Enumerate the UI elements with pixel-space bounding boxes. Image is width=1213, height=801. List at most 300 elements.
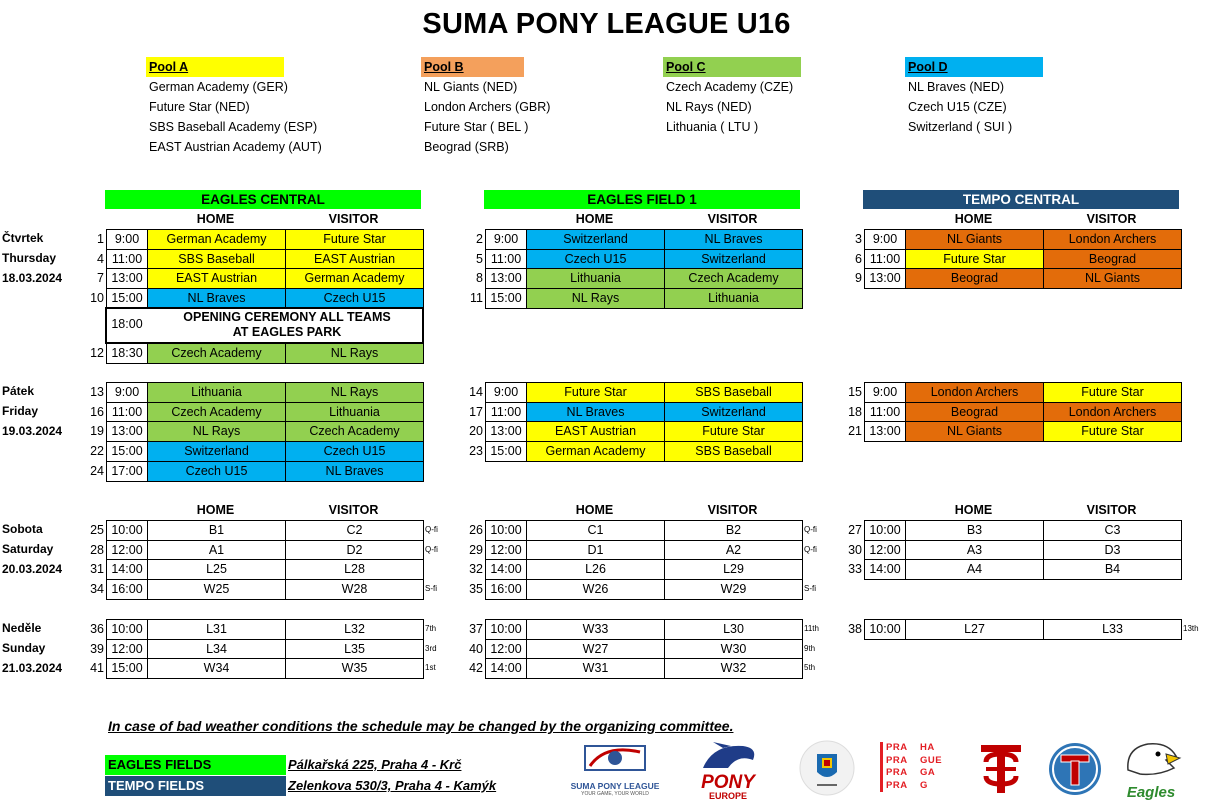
home-team: B1 <box>147 520 286 541</box>
visitor-team: Switzerland <box>664 402 803 423</box>
visitor-team: SBS Baseball <box>664 382 803 403</box>
game-row <box>82 402 462 422</box>
game-time: 9:00 <box>864 229 906 250</box>
game-time: 15:00 <box>485 441 527 462</box>
game-row <box>461 639 841 659</box>
game-time: 11:00 <box>864 402 906 423</box>
home-team: W31 <box>526 658 665 679</box>
round-note: 11th <box>804 624 819 633</box>
visitor-header: VISITOR <box>1086 503 1137 517</box>
game-number: 23 <box>469 444 483 459</box>
praha-text: PRA <box>886 754 908 766</box>
game-row <box>82 421 462 441</box>
pool-header: Pool D <box>905 57 1043 77</box>
visitor-team: D3 <box>1043 540 1182 561</box>
game-number: 30 <box>848 542 862 557</box>
game-time: 13:00 <box>106 268 148 289</box>
game-row <box>461 658 841 678</box>
praha-logo <box>880 742 948 796</box>
pool-team: EAST Austrian Academy (AUT) <box>149 140 322 154</box>
pool-header: Pool B <box>421 57 524 77</box>
game-row <box>840 421 1213 441</box>
game-time: 13:00 <box>106 421 148 442</box>
visitor-team: L32 <box>285 619 424 640</box>
day-label <box>2 228 62 288</box>
game-number: 14 <box>469 385 483 399</box>
visitor-team: C3 <box>1043 520 1182 541</box>
game-number: 40 <box>469 641 483 656</box>
game-number: 33 <box>848 562 862 577</box>
game-time: 11:00 <box>485 402 527 423</box>
home-team: Czech U15 <box>526 249 665 270</box>
home-team: NL Giants <box>905 421 1044 442</box>
tempo-club-logo <box>978 742 1024 796</box>
day-line: Saturday <box>2 542 54 556</box>
game-time: 11:00 <box>106 249 148 270</box>
field-header: EAGLES FIELD 1 <box>484 190 800 209</box>
game-number: 16 <box>90 404 104 419</box>
visitor-team: Lithuania <box>285 402 424 423</box>
home-team: German Academy <box>526 441 665 462</box>
home-team: L26 <box>526 559 665 580</box>
round-note: 3rd <box>425 643 437 653</box>
pool-team: Czech U15 (CZE) <box>908 100 1007 114</box>
round-note: 5th <box>804 663 816 673</box>
visitor-team: Czech Academy <box>285 421 424 442</box>
game-number: 9 <box>855 271 862 286</box>
game-time: 15:00 <box>106 441 148 462</box>
home-team: Czech Academy <box>147 402 286 423</box>
game-row <box>461 229 841 249</box>
venue-eagles-address: Pálkařská 225, Praha 4 - Krč <box>288 757 462 772</box>
game-time: 12:00 <box>106 540 148 561</box>
round-note: Q-fi <box>804 544 817 554</box>
home-team: NL Braves <box>526 402 665 423</box>
prague4-district-logo <box>795 740 859 796</box>
visitor-team: W30 <box>664 639 803 660</box>
visitor-team: D2 <box>285 540 424 561</box>
visitor-team: B4 <box>1043 559 1182 580</box>
home-team: NL Rays <box>526 288 665 309</box>
pool-a <box>146 57 322 157</box>
game-time: 10:00 <box>485 520 527 541</box>
tempo-monogram-icon <box>978 742 1024 796</box>
pool-team: Beograd (SRB) <box>424 140 509 154</box>
eagle-head-icon <box>1118 740 1184 780</box>
game-row <box>840 520 1213 540</box>
game-time: 11:00 <box>106 402 148 423</box>
home-team: W27 <box>526 639 665 660</box>
game-number: 21 <box>848 424 862 439</box>
game-row <box>461 441 841 461</box>
game-number: 10 <box>90 291 104 306</box>
game-time: 16:00 <box>485 579 527 600</box>
t-badge-icon <box>1046 742 1104 796</box>
venue-eagles-label: EAGLES FIELDS <box>105 755 286 775</box>
day-line: 18.03.2024 <box>2 271 63 285</box>
district-crest-icon <box>795 740 859 796</box>
pony-europe-logo: PONY EUROPE <box>683 742 773 798</box>
game-time: 12:00 <box>485 540 527 561</box>
game-number: 27 <box>848 523 862 537</box>
day-line: Thursday <box>2 251 57 265</box>
game-time: 13:00 <box>864 421 906 442</box>
day-line: 20.03.2024 <box>2 562 63 576</box>
praha-text: PRA <box>886 779 908 791</box>
pool-team: Future Star (NED) <box>149 100 250 114</box>
game-number: 6 <box>855 251 862 266</box>
pool-team: Lithuania ( LTU ) <box>666 120 759 134</box>
game-row <box>82 658 462 678</box>
day-line: 21.03.2024 <box>2 661 63 675</box>
home-team: SBS Baseball <box>147 249 286 270</box>
tempo-t-logo <box>1046 742 1104 796</box>
game-time: 9:00 <box>485 382 527 403</box>
home-team: D1 <box>526 540 665 561</box>
game-row <box>82 619 462 639</box>
game-time: 9:00 <box>106 382 148 403</box>
game-time: 10:00 <box>106 619 148 640</box>
game-row <box>461 249 841 269</box>
game-time: 14:00 <box>485 658 527 679</box>
home-team: EAST Austrian <box>147 268 286 289</box>
home-team: W33 <box>526 619 665 640</box>
home-team: C1 <box>526 520 665 541</box>
game-row <box>82 579 462 599</box>
praha-text: PRA <box>886 767 908 778</box>
visitor-team: L33 <box>1043 619 1182 640</box>
praha-text: GA <box>920 767 936 778</box>
page-title: SUMA PONY LEAGUE U16 <box>422 8 791 40</box>
visitor-team: Czech U15 <box>285 441 424 462</box>
game-time: 18:30 <box>106 343 148 364</box>
game-number: 11 <box>470 291 483 306</box>
visitor-team: L29 <box>664 559 803 580</box>
pool-team: SBS Baseball Academy (ESP) <box>149 120 318 134</box>
game-number: 1 <box>97 232 104 246</box>
game-time: 10:00 <box>864 619 906 640</box>
home-team: Switzerland <box>526 229 665 250</box>
home-team: L34 <box>147 639 286 660</box>
game-number: 42 <box>469 661 483 676</box>
visitor-header: VISITOR <box>707 503 758 517</box>
pool-team: Switzerland ( SUI ) <box>908 120 1013 134</box>
home-team: NL Giants <box>905 229 1044 250</box>
pool-team: NL Rays (NED) <box>666 100 752 114</box>
day-line: Sunday <box>2 641 46 655</box>
game-time: 16:00 <box>106 579 148 600</box>
game-time: 15:00 <box>106 658 148 679</box>
game-time: 13:00 <box>864 268 906 289</box>
visitor-team: W29 <box>664 579 803 600</box>
home-team: W26 <box>526 579 665 600</box>
field-header: EAGLES CENTRAL <box>105 190 421 209</box>
ceremony-text <box>152 310 422 340</box>
home-team: B3 <box>905 520 1044 541</box>
game-time: 9:00 <box>485 229 527 250</box>
home-team: A3 <box>905 540 1044 561</box>
game-row <box>82 229 462 249</box>
game-number: 25 <box>90 523 104 537</box>
game-time: 14:00 <box>864 559 906 580</box>
venue-tempo-label: TEMPO FIELDS <box>105 776 286 796</box>
day-line: Friday <box>2 404 39 418</box>
game-row <box>82 382 462 402</box>
game-number: 19 <box>90 424 104 439</box>
visitor-team: Future Star <box>1043 382 1182 403</box>
game-number: 28 <box>90 542 104 557</box>
home-team: L31 <box>147 619 286 640</box>
round-note: 7th <box>425 624 437 633</box>
day-label <box>2 519 62 579</box>
visitor-team: German Academy <box>285 268 424 289</box>
day-line: 19.03.2024 <box>2 424 63 438</box>
home-team: Beograd <box>905 402 1044 423</box>
day-line: Pátek <box>2 384 35 398</box>
game-number: 38 <box>848 622 862 636</box>
game-row <box>461 619 841 639</box>
weather-note: In case of bad weather conditions the schedule may be changed by the organizing committee. <box>108 718 734 734</box>
suma-logo-icon <box>560 742 670 776</box>
pool-b <box>421 57 550 157</box>
game-number: 8 <box>476 271 483 286</box>
game-row <box>82 520 462 540</box>
day-label <box>2 618 62 678</box>
visitor-team: Czech U15 <box>285 288 424 309</box>
home-header: HOME <box>954 503 993 517</box>
game-row <box>840 402 1213 422</box>
round-note: 1st <box>425 663 436 673</box>
game-time: 12:00 <box>106 639 148 660</box>
game-row <box>82 343 462 363</box>
game-number: 26 <box>469 523 483 537</box>
game-row <box>82 559 462 579</box>
home-team: W34 <box>147 658 286 679</box>
visitor-team: EAST Austrian <box>285 249 424 270</box>
game-row <box>82 639 462 659</box>
visitor-team: NL Giants <box>1043 268 1182 289</box>
game-row <box>840 559 1213 579</box>
game-time: 15:00 <box>485 288 527 309</box>
visitor-team: C2 <box>285 520 424 541</box>
visitor-team: W35 <box>285 658 424 679</box>
ceremony-line: OPENING CEREMONY ALL TEAMS <box>183 310 391 324</box>
home-team: NL Rays <box>147 421 286 442</box>
home-team: A4 <box>905 559 1044 580</box>
praha-text: HA <box>920 742 935 753</box>
round-note: Q-fi <box>425 525 438 534</box>
game-row <box>461 559 841 579</box>
suma-pony-league-logo: SUMA PONY LEAGUE YOUR GAME, YOUR WORLD <box>560 742 670 798</box>
game-number: 12 <box>90 346 104 360</box>
home-team: A1 <box>147 540 286 561</box>
home-header: HOME <box>575 503 614 517</box>
game-row <box>461 288 841 308</box>
day-line: Sobota <box>2 522 43 536</box>
visitor-team: W32 <box>664 658 803 679</box>
round-note: S-fi <box>804 584 816 594</box>
round-note: Q-fi <box>425 544 438 554</box>
pool-d <box>905 57 1043 137</box>
visitor-team: Switzerland <box>664 249 803 270</box>
visitor-team: L30 <box>664 619 803 640</box>
game-row <box>840 229 1213 249</box>
game-row <box>82 268 462 288</box>
game-time: 12:00 <box>485 639 527 660</box>
ceremony-time: 18:00 <box>111 317 143 331</box>
visitor-team: A2 <box>664 540 803 561</box>
home-team: L25 <box>147 559 286 580</box>
game-number: 15 <box>848 385 862 399</box>
game-row <box>82 461 462 481</box>
visitor-team: L35 <box>285 639 424 660</box>
pool-team: Future Star ( BEL ) <box>424 120 529 134</box>
praha-text: PRA <box>886 742 908 753</box>
game-number: 7 <box>97 271 104 286</box>
home-team: Switzerland <box>147 441 286 462</box>
visitor-header: VISITOR <box>328 503 379 517</box>
day-line: Neděle <box>2 621 42 635</box>
game-number: 22 <box>90 444 104 459</box>
home-team: Lithuania <box>526 268 665 289</box>
home-team: L27 <box>905 619 1044 640</box>
visitor-team: London Archers <box>1043 402 1182 423</box>
horse-icon <box>683 742 773 770</box>
game-number: 32 <box>469 562 483 577</box>
game-row <box>840 382 1213 402</box>
visitor-team: NL Rays <box>285 343 424 364</box>
game-row <box>840 619 1213 639</box>
game-row <box>82 540 462 560</box>
visitor-team: London Archers <box>1043 229 1182 250</box>
game-time: 11:00 <box>485 249 527 270</box>
home-team: NL Braves <box>147 288 286 309</box>
game-time: 15:00 <box>106 288 148 309</box>
home-header: HOME <box>954 212 993 226</box>
round-note: 13th <box>1183 624 1199 633</box>
game-number: 5 <box>476 251 483 266</box>
game-number: 37 <box>469 622 483 636</box>
home-team: Czech Academy <box>147 343 286 364</box>
game-time: 14:00 <box>485 559 527 580</box>
game-number: 31 <box>90 562 104 577</box>
game-row <box>840 540 1213 560</box>
game-number: 36 <box>90 622 104 636</box>
pool-c <box>663 57 801 137</box>
visitor-team: NL Braves <box>664 229 803 250</box>
visitor-team: L28 <box>285 559 424 580</box>
game-row <box>461 579 841 599</box>
game-number: 29 <box>469 542 483 557</box>
game-row <box>461 402 841 422</box>
game-row <box>82 288 462 308</box>
game-time: 17:00 <box>106 461 148 482</box>
pool-team: NL Braves (NED) <box>908 80 1005 94</box>
visitor-team: Beograd <box>1043 249 1182 270</box>
round-note: S-fi <box>425 584 437 594</box>
home-team: German Academy <box>147 229 286 250</box>
game-row <box>840 249 1213 269</box>
game-time: 14:00 <box>106 559 148 580</box>
game-time: 10:00 <box>485 619 527 640</box>
visitor-team: NL Rays <box>285 382 424 403</box>
game-number: 39 <box>90 641 104 656</box>
home-team: Future Star <box>905 249 1044 270</box>
visitor-team: B2 <box>664 520 803 541</box>
game-row <box>461 268 841 288</box>
visitor-team: SBS Baseball <box>664 441 803 462</box>
visitor-team: Czech Academy <box>664 268 803 289</box>
game-time: 13:00 <box>485 421 527 442</box>
pool-header: Pool A <box>146 57 284 77</box>
round-note: 9th <box>804 643 816 653</box>
visitor-team: Future Star <box>285 229 424 250</box>
pool-team: London Archers (GBR) <box>424 100 551 114</box>
game-time: 10:00 <box>106 520 148 541</box>
game-time: 9:00 <box>106 229 148 250</box>
field-header: TEMPO CENTRAL <box>863 190 1179 209</box>
game-row <box>461 421 841 441</box>
game-time: 9:00 <box>864 382 906 403</box>
opening-ceremony-box <box>105 307 424 344</box>
game-row <box>461 520 841 540</box>
game-number: 2 <box>476 232 483 246</box>
home-header: HOME <box>196 212 235 226</box>
game-number: 24 <box>90 463 104 478</box>
home-team: London Archers <box>905 382 1044 403</box>
game-row <box>461 540 841 560</box>
game-row <box>461 382 841 402</box>
game-number: 18 <box>848 404 862 419</box>
game-number: 20 <box>469 424 483 439</box>
home-team: EAST Austrian <box>526 421 665 442</box>
game-number: 41 <box>90 661 104 676</box>
day-line: Čtvrtek <box>2 231 44 245</box>
game-number: 13 <box>90 385 104 399</box>
visitor-header: VISITOR <box>328 212 379 226</box>
eagles-logo: Eagles <box>1118 740 1184 798</box>
game-time: 13:00 <box>485 268 527 289</box>
pool-team: NL Giants (NED) <box>424 80 518 94</box>
visitor-team: Future Star <box>1043 421 1182 442</box>
day-label <box>2 381 62 441</box>
game-number: 17 <box>469 404 483 419</box>
game-number: 3 <box>855 232 862 246</box>
pool-team: Czech Academy (CZE) <box>666 80 794 94</box>
home-team: Future Star <box>526 382 665 403</box>
visitor-team: Lithuania <box>664 288 803 309</box>
praha-text: GUE <box>920 754 943 766</box>
home-team: Beograd <box>905 268 1044 289</box>
home-team: Lithuania <box>147 382 286 403</box>
game-time: 12:00 <box>864 540 906 561</box>
home-header: HOME <box>575 212 614 226</box>
home-team: W25 <box>147 579 286 600</box>
venue-tempo-address: Zelenkova 530/3, Praha 4 - Kamýk <box>288 778 497 793</box>
game-row <box>82 441 462 461</box>
praha-text: G <box>920 779 928 791</box>
game-time: 11:00 <box>864 249 906 270</box>
home-team: Czech U15 <box>147 461 286 482</box>
game-number: 34 <box>90 582 104 597</box>
game-number: 4 <box>97 251 104 266</box>
pool-team: German Academy (GER) <box>149 80 288 94</box>
home-header: HOME <box>196 503 235 517</box>
visitor-team: NL Braves <box>285 461 424 482</box>
visitor-team: W28 <box>285 579 424 600</box>
visitor-header: VISITOR <box>707 212 758 226</box>
pool-header: Pool C <box>663 57 801 77</box>
